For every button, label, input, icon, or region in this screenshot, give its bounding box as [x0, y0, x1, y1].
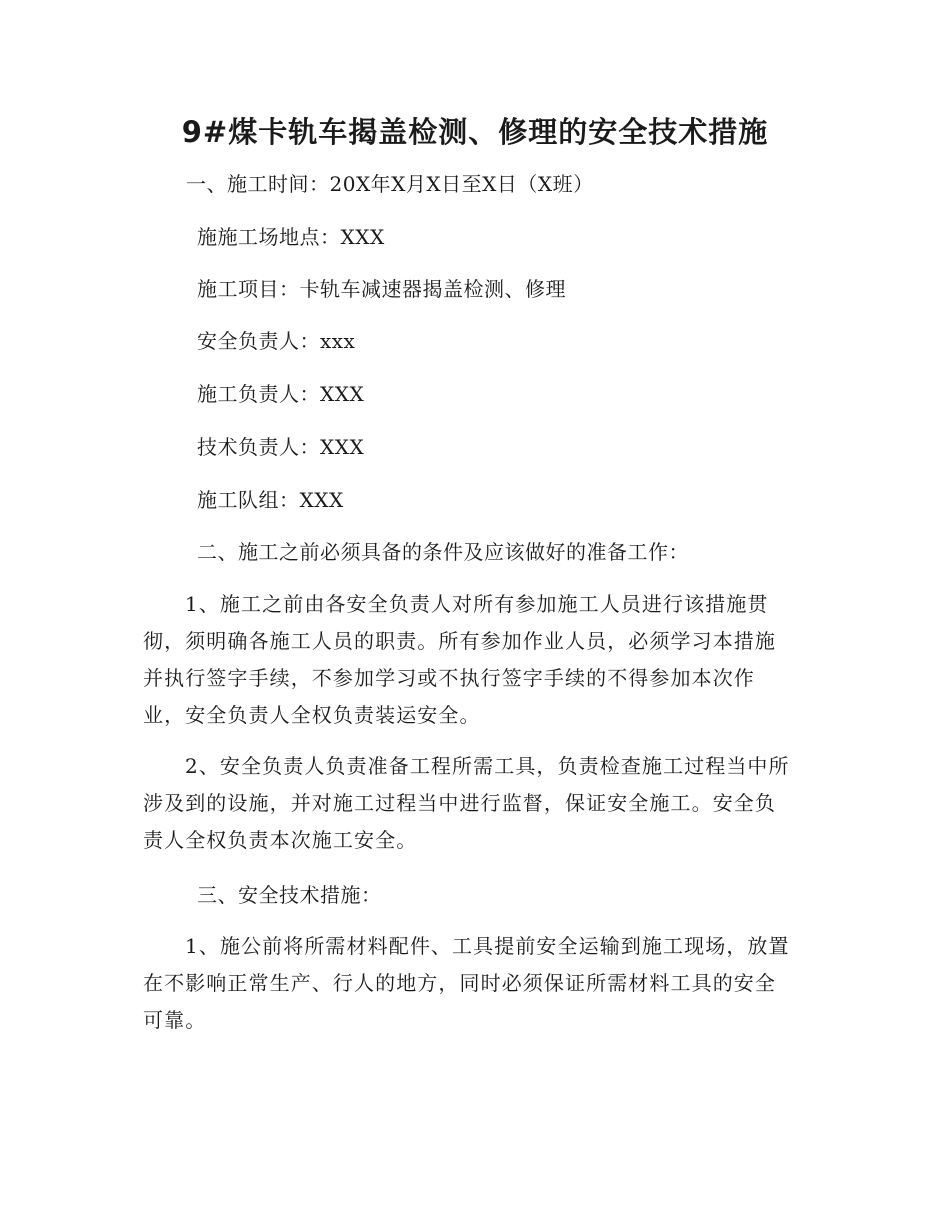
paragraph-line: 并执行签字手续，不参加学习或不执行签字手续的不得参加本次作: [143, 666, 755, 690]
paragraph-line: 彻，须明确各施工人员的职责。所有参加作业人员，必须学习本措施: [143, 629, 776, 653]
paragraph-line: 业，安全负责人全权负责装运安全。: [143, 703, 481, 727]
paragraph-line: 1、施公前将所需材料配件、工具提前安全运输到施工现场，放置: [185, 934, 790, 958]
document-title: 9#煤卡轨车揭盖检测、修理的安全技术措施: [181, 115, 769, 149]
construction-lead-line: 施工负责人：XXX: [197, 382, 365, 406]
construction-time-line: 一、施工时间：20X年X月X日至X日（X班）: [186, 172, 594, 196]
paragraph-line: 2、安全负责人负责准备工程所需工具，负责检查施工过程当中所: [185, 754, 790, 778]
paragraph-line: 可靠。: [143, 1008, 207, 1032]
section2-paragraph-1: [143, 586, 813, 734]
location-line: 施施工场地点：XXX: [197, 225, 385, 249]
project-line: 施工项目：卡轨车减速器揭盖检测、修理: [197, 277, 566, 301]
paragraph-line: 涉及到的设施，并对施工过程当中进行监督，保证安全施工。安全负: [143, 791, 776, 815]
team-line: 施工队组：XXX: [197, 488, 344, 512]
section3-paragraph-1: [143, 928, 813, 1039]
section2-heading: 二、施工之前必须具备的条件及应该做好的准备工作：: [197, 540, 689, 564]
paragraph-line: 在不影响正常生产、行人的地方，同时必须保证所需材料工具的安全: [143, 971, 776, 995]
paragraph-line: 1、施工之前由各安全负责人对所有参加施工人员进行该措施贯: [185, 592, 769, 616]
technical-lead-line: 技术负责人：XXX: [197, 435, 365, 459]
section3-heading: 三、安全技术措施：: [197, 883, 382, 907]
paragraph-line: 责人全权负责本次施工安全。: [143, 828, 418, 852]
section2-paragraph-2: [143, 748, 813, 859]
safety-lead-line: 安全负责人：xxx: [197, 329, 356, 353]
